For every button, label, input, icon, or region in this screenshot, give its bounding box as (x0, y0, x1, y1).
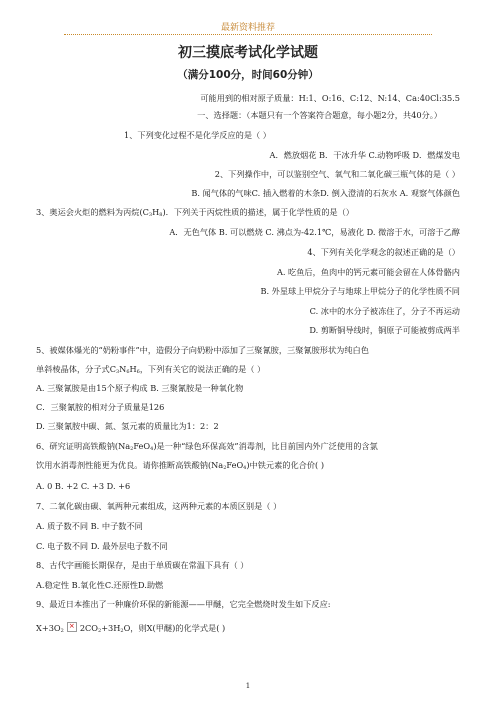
q3-stem: 3、奥运会火炬的燃料为丙烷$(C_3H_8)$．下列关于丙烷性质的描述，属于化学性质的是（） (36, 207, 354, 218)
page-header: 最新资料推荐 (64, 20, 432, 35)
q4-stem: 4、下列有关化学观念的叙述正确的是（） (307, 247, 460, 257)
section-heading: 一、选择题：（本题只有一个答案符合题意，每小题2分，共40分。） (197, 110, 442, 120)
q8-stem: 8、古代字画能长期保存，是由于单质碳在常温下具有（ ） (36, 560, 249, 570)
q5-option-d: D. 三聚氰胺中碳、氮、氢元素的质量比为1：2：2 (36, 421, 219, 431)
q2-stem: 2、下列操作中，可以鉴别空气、氧气和二氧化碳三瓶气体的是（ ） (214, 169, 460, 179)
q5-stem-line2: 单斜棱晶体，分子式$C_3N_6H_6$，下列有关它的说法正确的是（ ） (36, 364, 266, 375)
q9-stem: 9、最近日本推出了一种廉价环保的新能源——甲醚，它完全燃烧时发生如下反应: (36, 599, 331, 609)
q4-option-c: C. 冰中的水分子被冻住了，分子不再运动 (309, 306, 460, 316)
q4-option-a: A. 吃鱼后，鱼肉中的钙元素可能会留在人体骨骼内 (276, 267, 460, 277)
q1-options: A．燃放烟花 B．干冰升华 C.动物呼吸 D．燃煤发电 (269, 150, 460, 160)
q7-option-cd: C. 电子数不同 D. 最外层电子数不同 (36, 541, 168, 551)
q2-options: B. 闻气体的气味C. 插入燃着的木条D. 倒入澄清的石灰水 A. 观察气体颜色 (191, 188, 460, 198)
q7-option-ab: A. 质子数不同 B. 中子数不同 (36, 521, 143, 531)
q5-option-ab: A. 三聚氰胺是由15个原子构成 B. 三聚氰胺是一种氧化物 (36, 383, 244, 393)
q6-stem-line1: 6、研究证明高铁酸钠$(Na_2FeO_4)$是一种“绿色环保高效”消毒剂，比目前国内外广泛使用的含氯 (36, 441, 378, 452)
q4-option-b: B. 外星球上甲烷分子与地球上甲烷分子的化学性质不同 (260, 286, 460, 296)
atomic-mass-note: 可能用到的相对原子质量：H:1、O:16、C:12、N:14、Ca:40Cl:35.5 (200, 93, 460, 103)
exam-title: 初三摸底考试化学试题 (178, 45, 318, 61)
q4-option-d: D. 剪断铜导线时，铜原子可能被剪成两半 (309, 325, 460, 335)
q6-options: A. 0 B. +2 C. +3 D. +6 (36, 481, 131, 491)
q7-stem: 7、二氧化碳由碳、氧两种元素组成，这两种元素的本质区别是（ ） (36, 501, 282, 511)
q1-stem: 1、下列变化过程不是化学反应的是（ ） (124, 130, 271, 140)
q5-option-c: C．三聚氰胺的相对分子质量是126 (36, 402, 165, 412)
q9-equation: $X+3O_2\times 2CO_2+3H_2O$，则X(甲醚)的化学式是( ) (36, 622, 225, 637)
q3-options: A．无色气体 B. 可以燃烧 C. 沸点为-42.1℃，易液化 D. 微溶于水，可溶于乙醇 (169, 227, 460, 237)
broken-image-icon (67, 622, 77, 632)
q6-stem-line2: 饮用水消毒剂性能更为优良。请你推断高铁酸钠$(Na_2FeO_4)$中铁元素的化合价( ) (36, 460, 325, 471)
exam-subtitle: （满分100分，时间60分钟） (177, 69, 319, 81)
page-number: 1 (245, 682, 251, 690)
q5-stem-line1: 5、被媒体爆光的“奶粉事件”中，造假分子向奶粉中添加了三聚氰胺，三聚氰胺形状为纯白色 (36, 345, 369, 355)
q8-options: A.稳定性 B.氧化性C.还原性D.助燃 (36, 580, 164, 590)
